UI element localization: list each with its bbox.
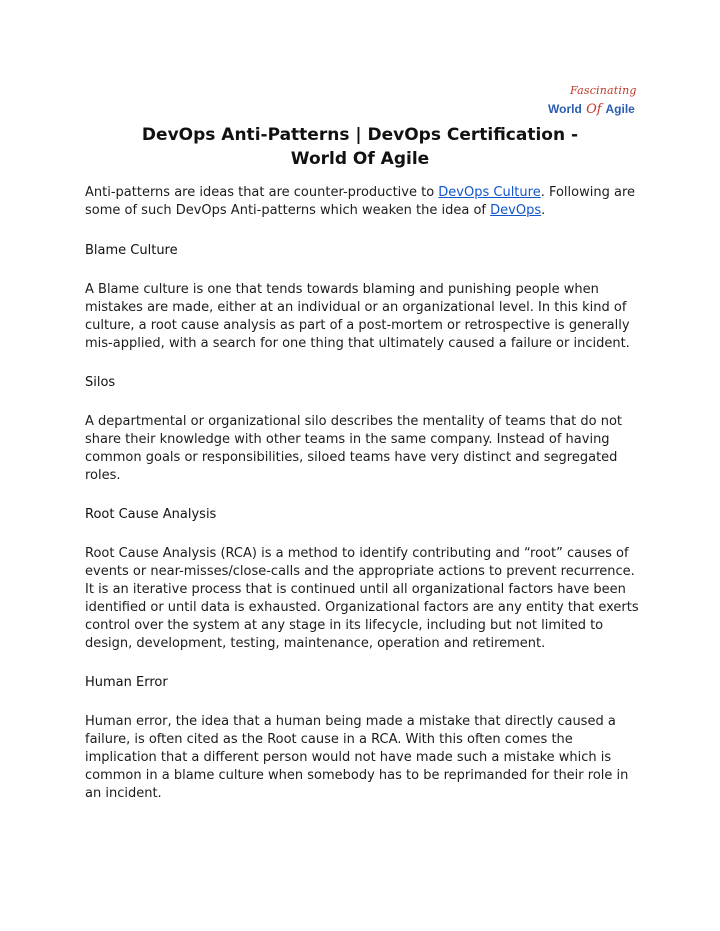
section-body-silos: A departmental or organizational silo describes the mentality of teams that do not share their knowledge with other teams in the same company. Instead of having common goals or responsibilities, siloed teams have very distinct and segregated roles.	[85, 414, 623, 483]
logo-word-agile: Agile	[605, 102, 635, 116]
devops-culture-link[interactable]: DevOps Culture	[438, 185, 541, 200]
devops-link[interactable]: DevOps	[490, 203, 542, 218]
section-heading-silos: Silos	[85, 375, 116, 390]
intro-paragraph	[85, 184, 645, 220]
logo-word-world: World	[548, 102, 582, 116]
section-body-root-cause-analysis: Root Cause Analysis (RCA) is a method to identify contributing and “root” causes of events or near-misses/close-calls and the appropriate actions to prevent recurrence. It is an iterative process that is continued until all organizational factors have been identified or until data is exhausted. Organizational factors are any entity that exerts control over the system at any stage in its lifecycle, including but not limited to design, development, testing, maintenance, operation and retirement.	[85, 546, 639, 651]
section-body-human-error: Human error, the idea that a human being made a mistake that directly caused a failure, is often cited as the Root cause in a RCA. With this often comes the implication that a different person would not have made such a mistake which is common in a blame culture when somebody has to be reprimanded for their role in an incident.	[85, 714, 629, 801]
section-heading-root-cause-analysis: Root Cause Analysis	[85, 507, 217, 522]
section-heading-human-error: Human Error	[85, 675, 168, 690]
section-body-blame-culture: A Blame culture is one that tends towards blaming and punishing people when mistakes are made, either at an individual or an organizational level. In this kind of culture, a root cause analysis as part of a post-mortem or retrospective is generally mis-applied, with a search for one thing that ultimately caused a failure or incident.	[85, 282, 630, 351]
intro-text-2: . Following are some of such DevOps Anti-patterns which weaken the idea of	[85, 185, 636, 218]
title-line-1: DevOps Anti-Patterns | DevOps Certification -	[141, 125, 579, 145]
world-of-agile-logo	[544, 84, 644, 124]
intro-text-3: .	[541, 203, 546, 218]
document-title	[100, 123, 620, 171]
document-body	[85, 184, 645, 824]
title-line-2: World Of Agile	[290, 149, 430, 169]
logo-script-text: Fascinating	[570, 84, 637, 97]
logo-wordmark	[548, 102, 635, 117]
intro-text-1: Anti-patterns are ideas that are counter-productive to	[85, 185, 439, 200]
logo-word-of: Of	[586, 102, 602, 117]
section-heading-blame-culture: Blame Culture	[85, 243, 178, 258]
